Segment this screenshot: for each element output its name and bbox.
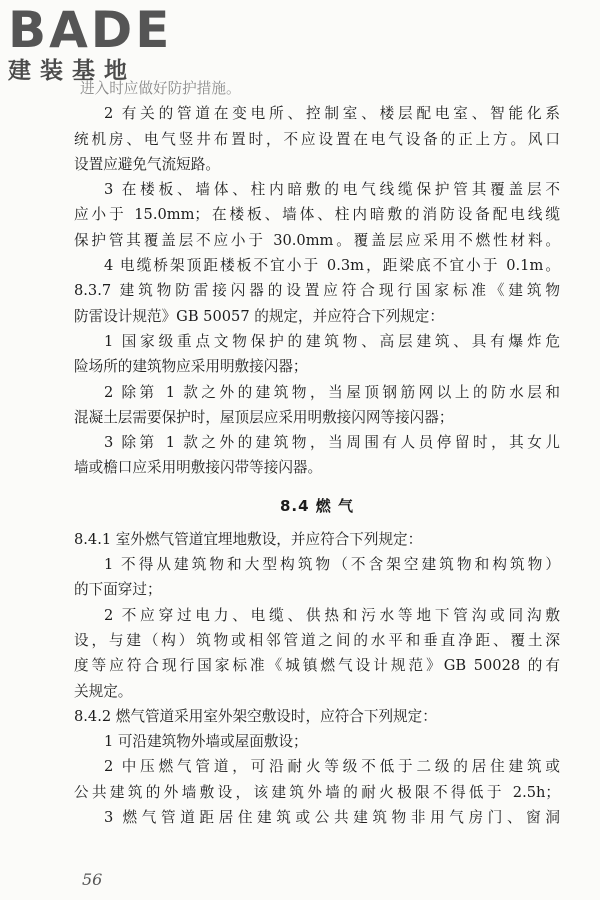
text-line: 2 不应穿过电力、电缆、供热和污水等地下管沟或同沟敷 [104, 606, 560, 624]
clause-8-4-1: 8.4.1 室外燃气管道宜埋地敷设，并应符合下列规定： [74, 530, 423, 548]
watermark-logo [8, 1, 178, 84]
page-number: 56 [82, 870, 103, 889]
text-line: 2 有关的管道在变电所、控制室、楼层配电室、智能化系 [104, 105, 560, 123]
text-line: 保护管其覆盖层不应小于 30.0mm。覆盖层应采用不燃性材料。 [74, 231, 560, 249]
text-line: 3 除第 1 款之外的建筑物，当周围有人员停留时，其女儿 [104, 434, 560, 452]
text-line: 设置应避免气流短路。 [74, 155, 220, 173]
text-line: 防雷设计规范》GB 50057 的规定，并应符合下列规定： [74, 307, 444, 325]
text-line: 设，与建（构）筑物或相邻管道之间的水平和垂直净距、覆土深 [74, 631, 560, 649]
text-line: 关规定。 [74, 682, 133, 700]
text-line: 进入时应做好防护措施。 [80, 80, 241, 97]
text-line: 3 在楼板、墙体、柱内暗敷的电气线缆保护管其覆盖层不 [104, 181, 560, 199]
text-line: 2 中压燃气管道，可沿耐火等级不低于二级的居住建筑或 [104, 758, 560, 776]
text-line: 应小于 15.0mm；在楼板、墙体、柱内暗敷的消防设备配电线缆 [74, 206, 560, 224]
text-line: 3 燃气管道距居住建筑或公共建筑物非用气房门、窗洞 [104, 809, 560, 827]
text-line: 墙或檐口应采用明敷接闪带等接闪器。 [74, 459, 323, 477]
text-line: 1 可沿建筑物外墙或屋面敷设； [104, 733, 308, 751]
text-line: 2 除第 1 款之外的建筑物，当屋顶钢筋网以上的防水层和 [104, 383, 560, 401]
logo-wordmark: BADE [8, 1, 173, 59]
text-line: 公共建筑的外墙敷设，该建筑外墙的耐火极限不得低于 2.5h； [74, 783, 560, 801]
text-line: 4 电缆桥架顶距楼板不宜小于 0.3m，距梁底不宜小于 0.1m。 [104, 257, 560, 275]
text-line: 度等应符合现行国家标准《城镇燃气设计规范》GB 50028 的有 [74, 657, 560, 675]
text-line: 1 不得从建筑物和大型构筑物（不含架空建筑物和构筑物） [104, 556, 560, 574]
section-heading: 8.4 燃 气 [279, 496, 355, 515]
clause-8-3-7: 8.3.7 建筑物防雷接闪器的设置应符合现行国家标准《建筑物 [74, 282, 560, 300]
clause-8-4-2: 8.4.2 燃气管道采用室外架空敷设时，应符合下列规定： [74, 707, 437, 725]
text-line: 1 国家级重点文物保护的建筑物、高层建筑、具有爆炸危 [104, 332, 560, 350]
text-line: 险场所的建筑物应采用明敷接闪器； [74, 358, 308, 376]
logo-subtitle: 建装基地 [8, 58, 136, 84]
text-line: 统机房、电气竖井布置时，不应设置在电气设备的正上方。风口 [74, 130, 560, 148]
page-body [74, 76, 560, 830]
text-line: 的下面穿过； [74, 581, 162, 599]
text-line: 混凝土层需要保护时，屋顶层应采用明敷接闪网等接闪器； [74, 408, 454, 426]
